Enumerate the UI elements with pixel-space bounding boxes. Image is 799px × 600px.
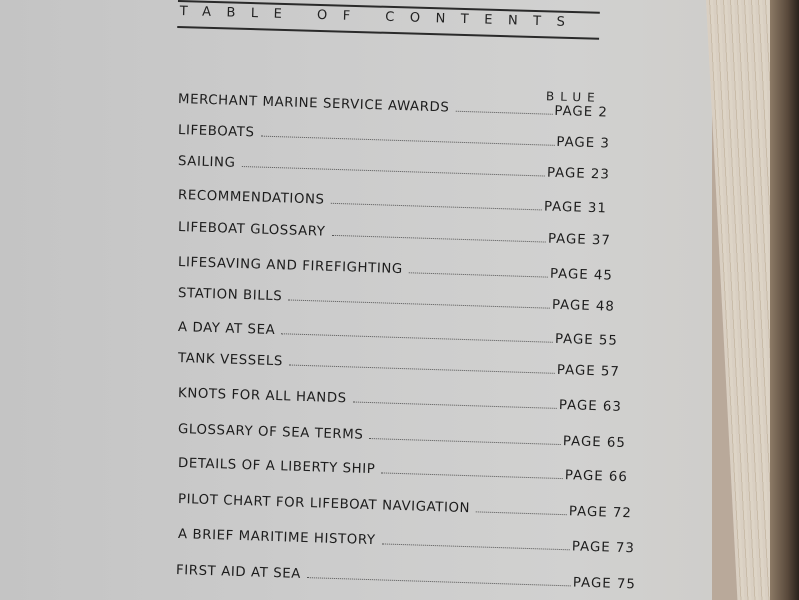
dot-leader <box>241 165 545 177</box>
dot-leader <box>288 298 550 308</box>
dot-leader <box>369 437 561 445</box>
entry-title: A DAY AT SEA <box>177 320 276 339</box>
dot-leader <box>409 271 548 277</box>
entry-page: PAGE 66 <box>564 468 629 486</box>
toc-entry <box>178 320 618 349</box>
toc-entry <box>178 255 613 284</box>
entry-page: PAGE 45 <box>549 266 614 284</box>
entry-page: PAGE 55 <box>554 331 619 349</box>
toc-entry <box>178 123 610 152</box>
dot-leader <box>307 576 571 586</box>
entry-title: GLOSSARY OF SEA TERMS <box>177 422 364 443</box>
toc-entry <box>178 286 615 315</box>
entry-page: PAGE 57 <box>556 362 621 380</box>
toc-title: TABLE OF CONTENTS <box>179 4 581 31</box>
dot-leader <box>353 400 557 408</box>
dot-leader <box>455 110 552 115</box>
entry-title: TANK VESSELS <box>177 351 284 370</box>
toc-entry <box>178 154 610 183</box>
dot-leader <box>381 471 563 479</box>
entry-page: PAGE 48 <box>551 297 616 315</box>
entry-title: FIRST AID AT SEA <box>175 563 302 582</box>
toc-entry <box>178 386 622 415</box>
entry-title: A BRIEF MARITIME HISTORY <box>177 527 376 549</box>
entry-title: LIFESAVING AND FIREFIGHTING <box>177 255 404 278</box>
entry-page: PAGE 2 <box>554 103 609 121</box>
entry-title: KNOTS FOR ALL HANDS <box>177 386 347 407</box>
dot-leader <box>331 234 546 243</box>
toc-entry <box>176 563 636 592</box>
toc-entry <box>178 188 607 216</box>
toc-entry <box>178 527 635 556</box>
toc-entry <box>178 492 632 521</box>
dot-leader <box>330 202 541 211</box>
column-label: BLUE <box>545 89 601 105</box>
entry-page: PAGE 63 <box>558 397 623 415</box>
entry-title: STATION BILLS <box>177 286 283 305</box>
entry-page: PAGE 37 <box>547 231 612 249</box>
entry-title: SAILING <box>177 154 236 171</box>
entry-title: PILOT CHART FOR LIFEBOAT NAVIGATION <box>177 492 471 517</box>
dot-leader <box>281 332 553 343</box>
entry-page: PAGE 23 <box>546 165 611 183</box>
entry-page: PAGE 75 <box>572 575 637 593</box>
toc-header <box>177 0 600 62</box>
entry-title: MERCHANT MARINE SERVICE AWARDS <box>177 92 450 116</box>
toc-entry <box>178 351 620 380</box>
entry-page: PAGE 73 <box>571 539 636 557</box>
toc-entry <box>178 220 611 249</box>
dot-leader <box>476 510 567 515</box>
entry-page: PAGE 65 <box>562 434 627 452</box>
entry-title: DETAILS OF A LIBERTY SHIP <box>177 456 376 478</box>
toc-entry <box>178 92 608 120</box>
entry-title: LIFEBOAT GLOSSARY <box>177 220 326 240</box>
entry-title: LIFEBOATS <box>177 123 255 141</box>
toc-entry <box>178 456 628 485</box>
dot-leader <box>289 363 555 373</box>
dot-leader <box>381 542 569 550</box>
entry-page: PAGE 31 <box>543 199 608 217</box>
entry-page: PAGE 3 <box>556 134 611 152</box>
entry-page: PAGE 72 <box>568 504 633 522</box>
entry-title: RECOMMENDATIONS <box>177 188 325 208</box>
dot-leader <box>260 135 554 146</box>
book-cover-edge <box>770 0 799 600</box>
toc-entry <box>178 422 626 451</box>
